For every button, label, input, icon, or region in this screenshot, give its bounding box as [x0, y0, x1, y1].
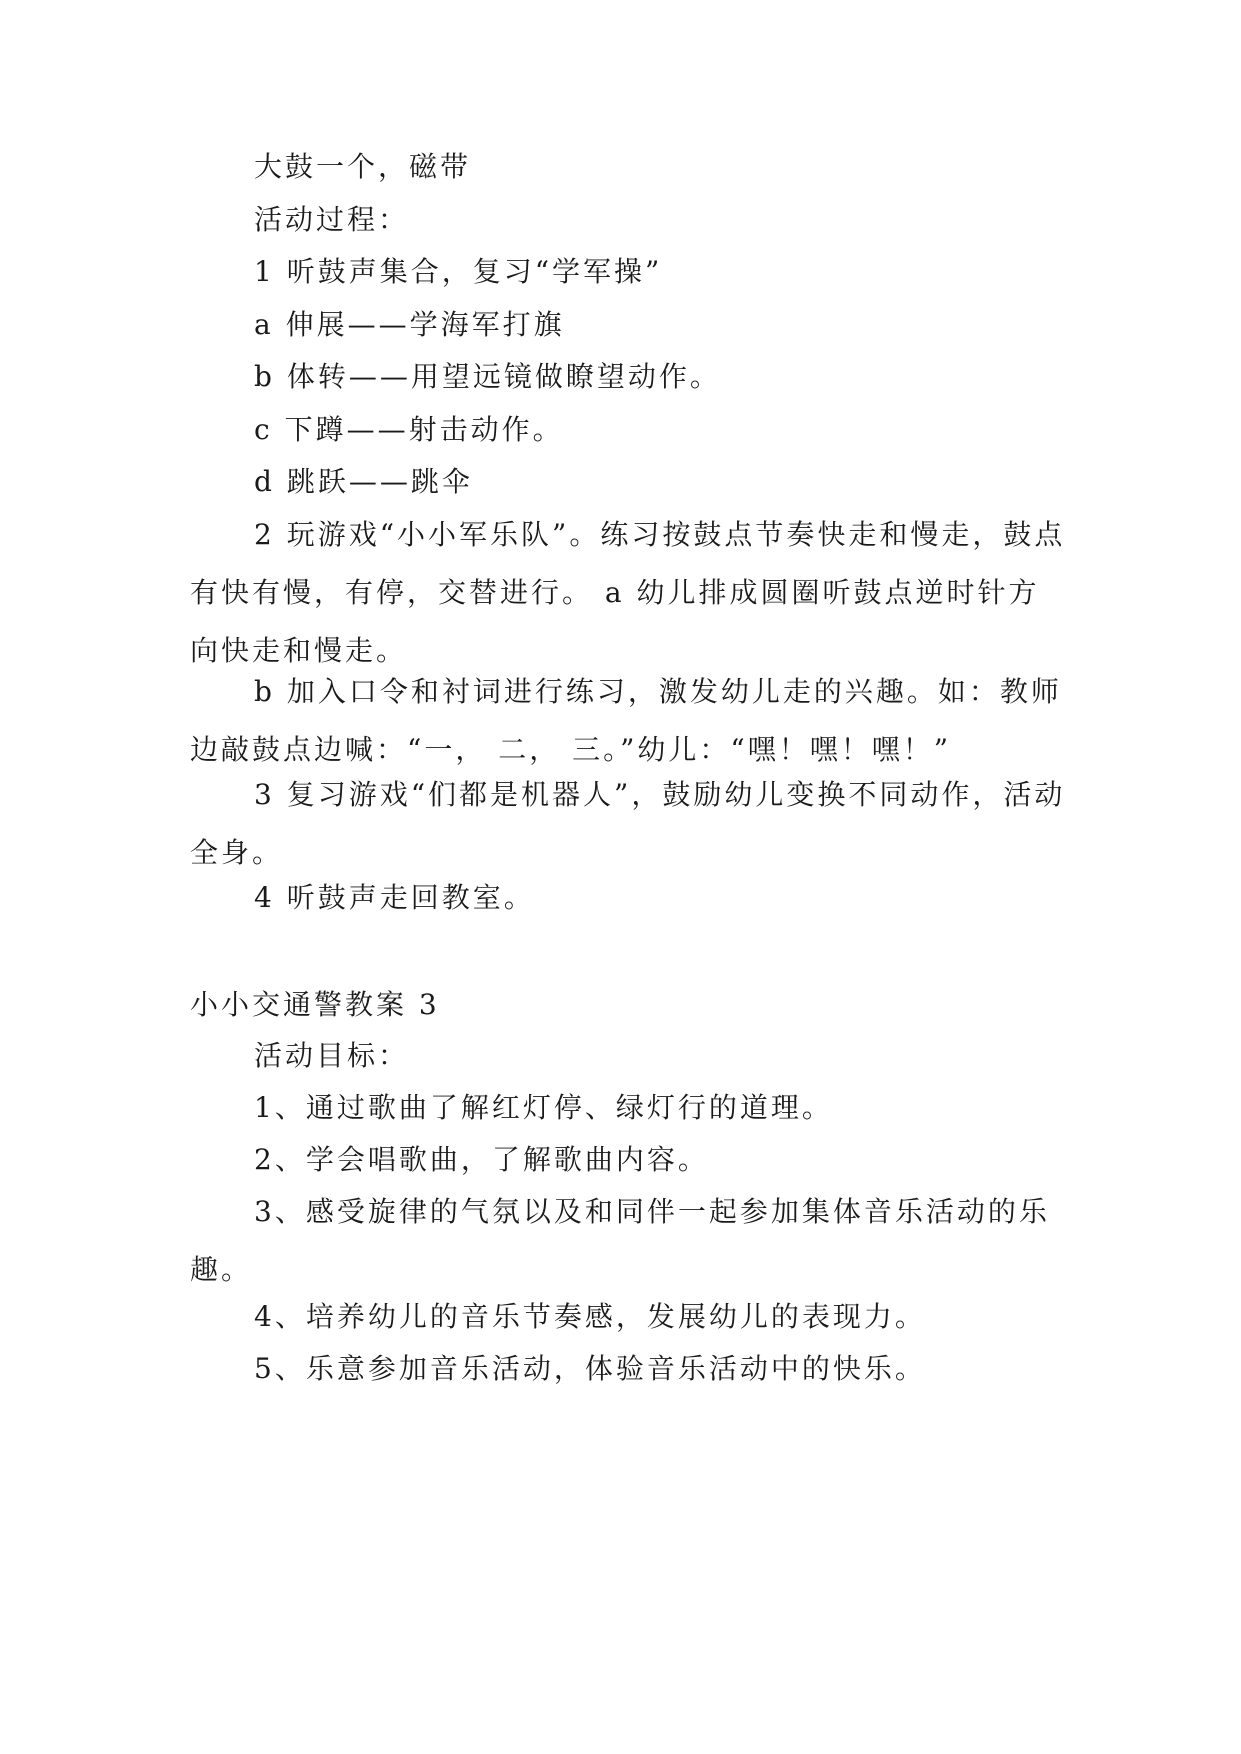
step-1-a: a 伸展——学海军打旗: [254, 308, 565, 341]
step-2-b: b 加入口令和衬词进行练习，激发幼儿走的兴趣。如：教师边敲鼓点边喊：“一， 二， 三。”幼儿：“嘿！嘿！嘿！”: [190, 675, 1062, 766]
lesson-title: 小小交通警教案 3: [190, 988, 440, 1021]
goal-5: 5、乐意参加音乐活动，体验音乐活动中的快乐。: [254, 1352, 926, 1385]
goal-3: 3、感受旋律的气氛以及和同伴一起参加集体音乐活动的乐趣。: [190, 1195, 1050, 1286]
step-1-c: c 下蹲——射击动作。: [254, 413, 564, 446]
step-1: 1 听鼓声集合，复习“学军操”: [254, 255, 663, 288]
step-1-d: d 跳跃——跳伞: [254, 465, 473, 498]
goal-4: 4、培养幼儿的音乐节奏感，发展幼儿的表现力。: [254, 1300, 926, 1333]
materials-line: 大鼓一个，磁带: [254, 150, 472, 183]
goals-heading: 活动目标：: [254, 1039, 410, 1072]
step-4: 4 听鼓声走回教室。: [254, 881, 535, 914]
step-3: 3 复习游戏“们都是机器人”，鼓励幼儿变换不同动作，活动全身。: [190, 778, 1066, 869]
step-1-b: b 体转——用望远镜做瞭望动作。: [254, 360, 721, 393]
process-heading: 活动过程：: [254, 203, 410, 236]
goal-2: 2、学会唱歌曲，了解歌曲内容。: [254, 1143, 709, 1176]
goal-1: 1、通过歌曲了解红灯停、绿灯行的道理。: [254, 1091, 833, 1124]
step-2: 2 玩游戏“小小军乐队”。练习按鼓点节奏快走和慢走，鼓点有快有慢，有停，交替进行。 a 幼儿排成圆圈听鼓点逆时针方向快走和慢走。: [190, 518, 1066, 667]
